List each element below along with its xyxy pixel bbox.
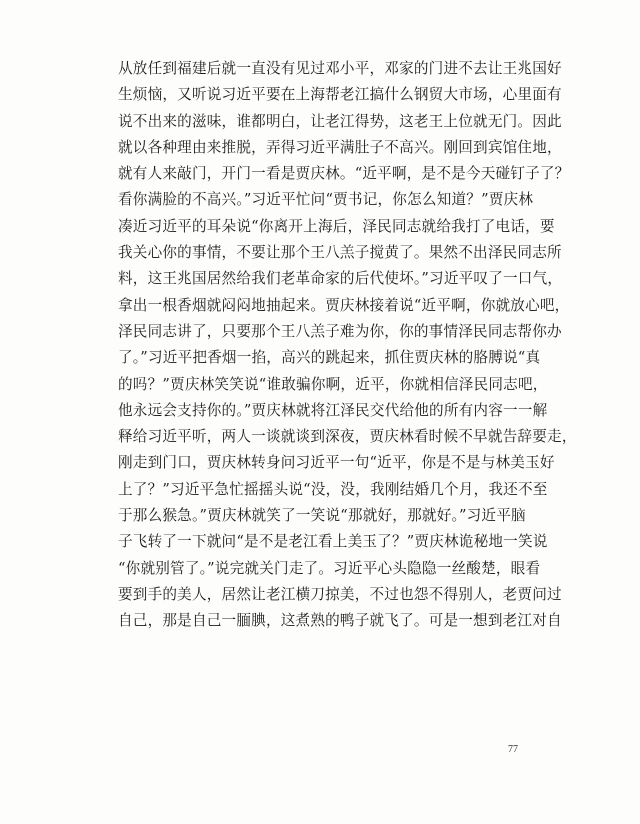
text-line: 看你满脸的不高兴。”习近平忙问“贾书记，你怎么知道？”贾庆林 — [118, 191, 534, 209]
text-line: 凑近习近平的耳朵说“你离开上海后，泽民同志就给我打了电话，要 — [118, 217, 555, 235]
text-line: 他永远会支持你的。”贾庆林就将江泽民交代给他的所有内容一一解 — [118, 401, 548, 419]
text-line: 我关心你的事情，不要让那个王八羔子搅黄了。果然不出泽民同志所 — [118, 244, 562, 262]
text-line: 了。”习近平把香烟一掐，高兴的跳起来，抓住贾庆林的胳膊说“真 — [118, 349, 541, 367]
text-line: 料，这王兆国居然给我们老革命家的后代使坏。”习近平叹了一口气， — [118, 270, 563, 288]
text-line: 上了？”习近平急忙摇摇头说“没，没，我刚结婚几个月，我还不至 — [118, 480, 548, 498]
text-line: 泽民同志讲了，只要那个王八羔子难为你，你的事情泽民同志帮你办 — [118, 322, 562, 340]
text-line: 子飞转了一下就问“是不是老江看上美玉了？”贾庆林诡秘地一笑说 — [118, 533, 548, 551]
text-line: 要到手的美人，居然让老江横刀掠美，不过也怨不得别人，老贾问过 — [118, 585, 562, 603]
text-line: 释给习近平听，两人一谈就谈到深夜，贾庆林看时候不早就告辞要走， — [118, 428, 577, 446]
page-number: 77 — [508, 744, 518, 755]
text-line: 刚走到门口，贾庆林转身问习近平一句“近平，你是不是与林美玉好 — [118, 454, 555, 472]
text-line: 生烦恼，又听说习近平要在上海帮老江搞什么钢贸大市场，心里面有 — [118, 86, 562, 104]
text-line: 从放任到福建后就一直没有见过邓小平，邓家的门进不去让王兆国好 — [118, 60, 562, 77]
text-line: 于那么猴急。”贾庆林就笑了一笑说“那就好，那就好。”习近平脑 — [118, 507, 526, 525]
text-line: 拿出一根香烟就闷闷地抽起来。贾庆林接着说“近平啊，你就放心吧， — [118, 296, 570, 314]
text-line: 自己，那是自己一腼腆，这煮熟的鸭子就飞了。可是一想到老江对自 — [118, 612, 562, 630]
text-line: 的吗？”贾庆林笑笑说“谁敢骗你啊，近平，你就相信泽民同志吧， — [118, 375, 548, 393]
text-line: “你就别管了。”说完就关门走了。习近平心头隐隐一丝酸楚，眼看 — [118, 559, 541, 577]
body-text — [118, 56, 577, 635]
text-line: 就以各种理由来推脱，弄得习近平满肚子不高兴。刚回到宾馆住地， — [118, 138, 562, 156]
text-line: 就有人来敲门，开门一看是贾庆林。“近平啊，是不是今天碰钉子了？ — [118, 165, 570, 183]
text-line: 说不出来的滋味，谁都明白，让老江得势，这老王上位就无门。因此 — [118, 112, 562, 130]
